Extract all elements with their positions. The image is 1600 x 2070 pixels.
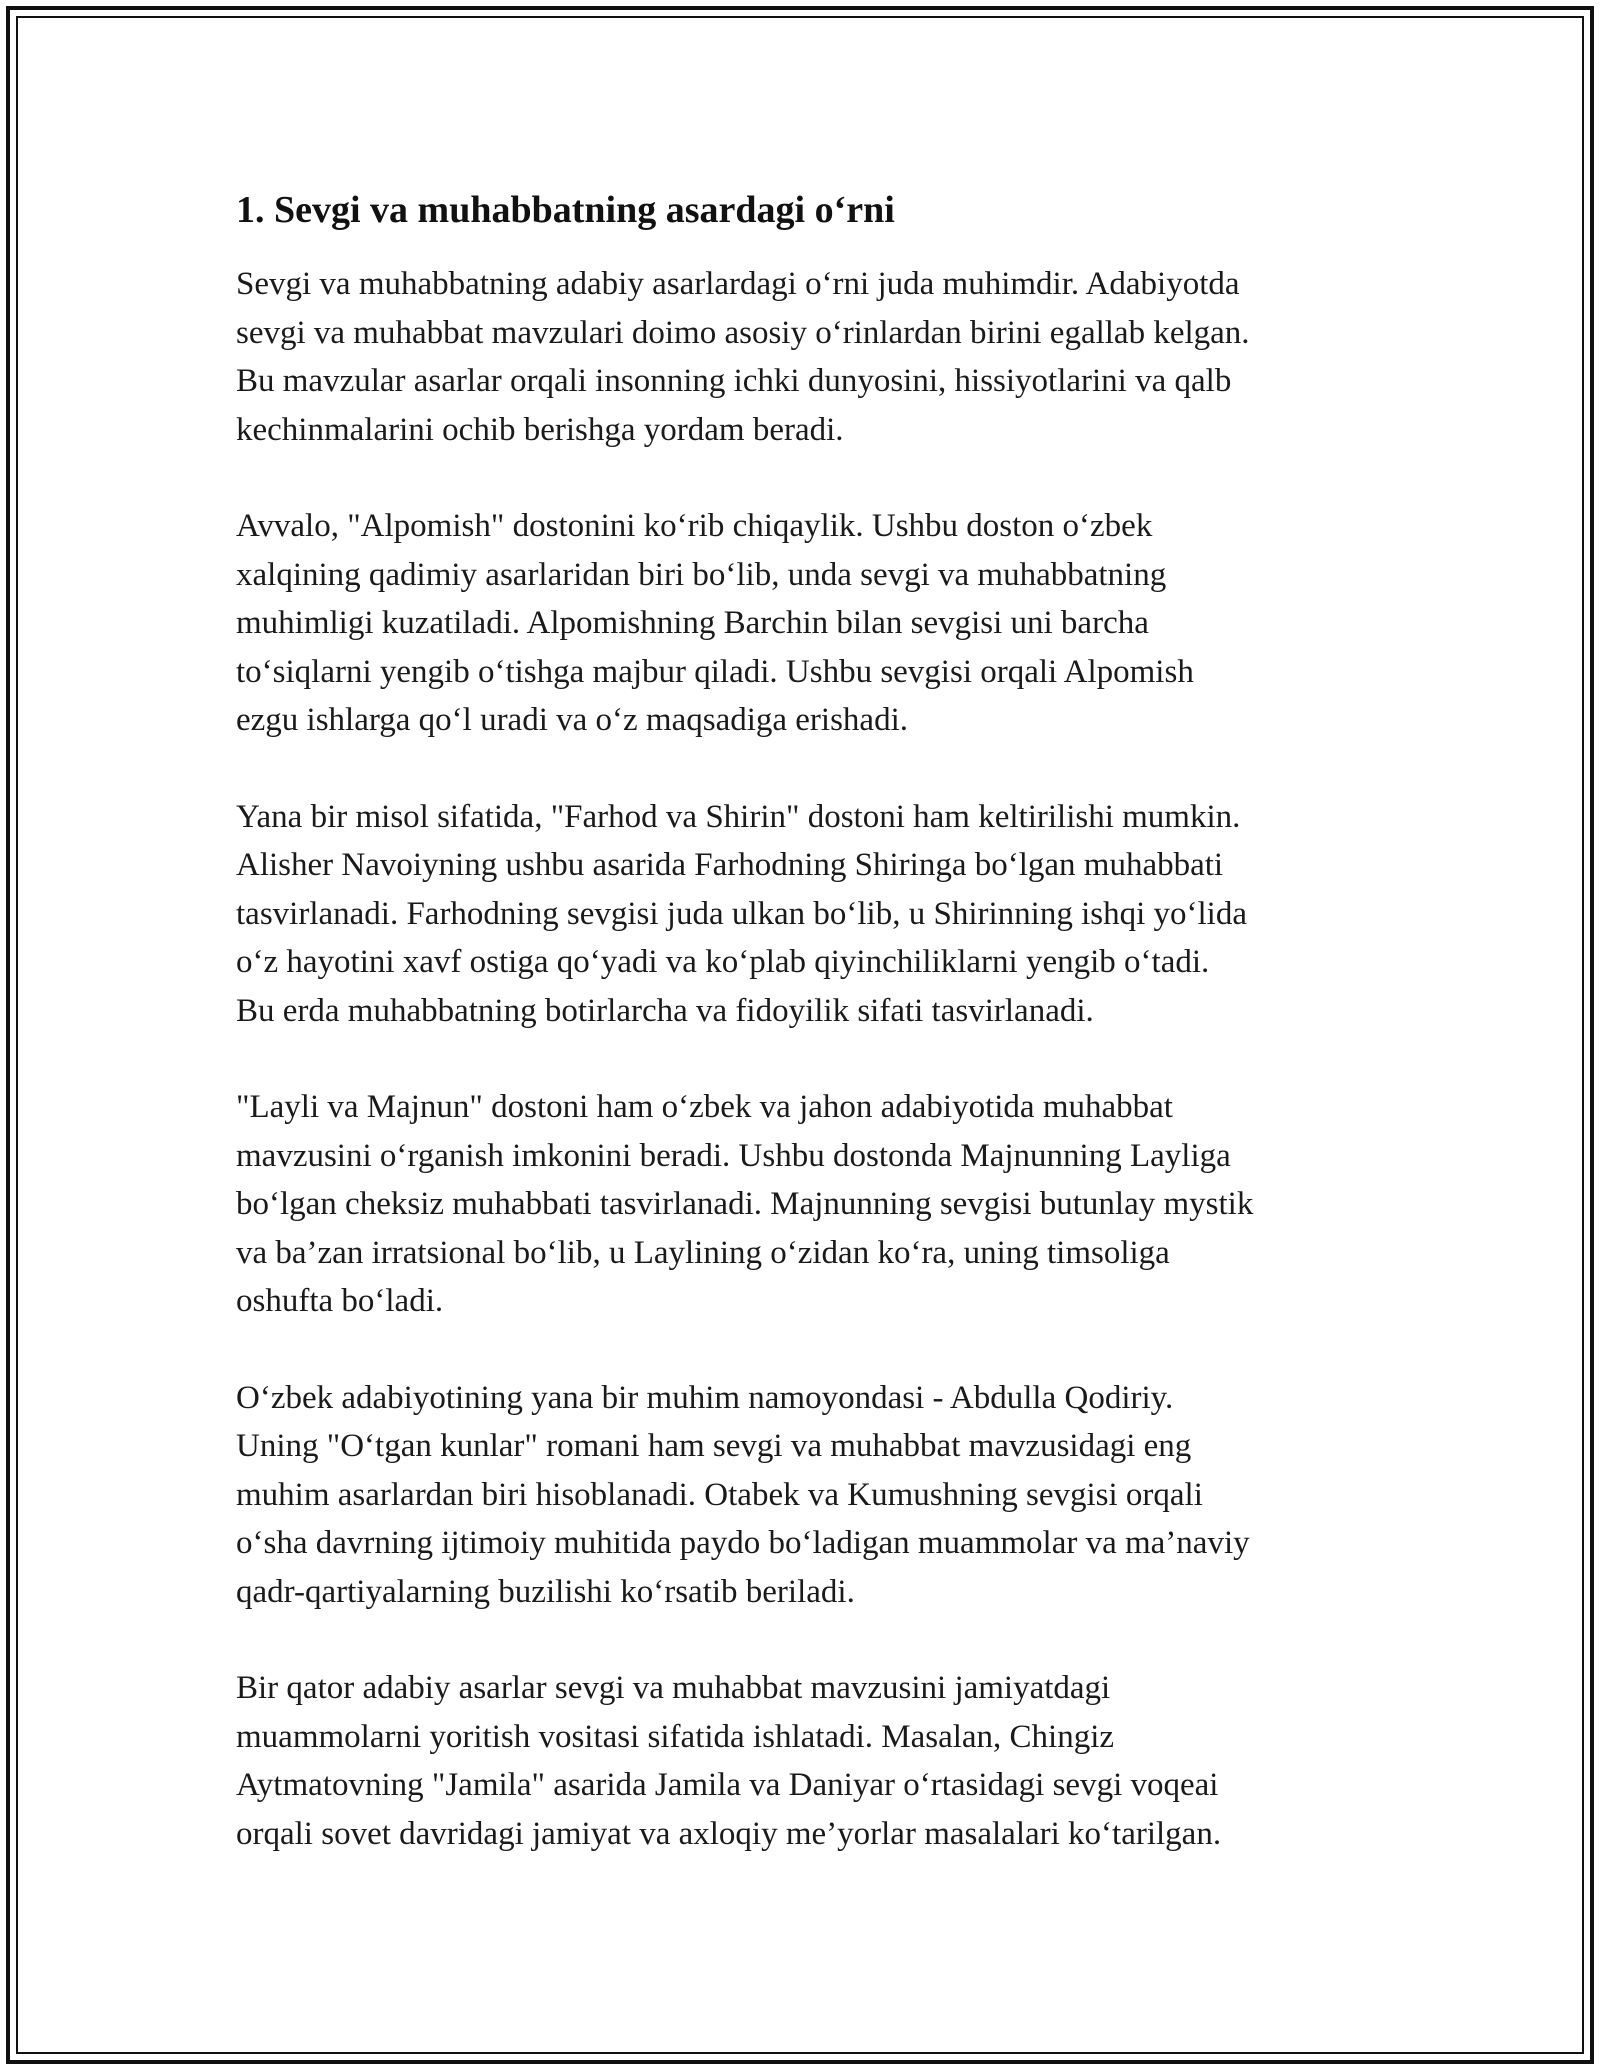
text-line: o‘sha davrning ijtimoiy muhitida paydo bo‘ladigan muammolar va ma’naviy — [236, 1525, 1250, 1561]
text-line: sevgi va muhabbat mavzulari doimo asosiy o‘rinlardan birini egallab kelgan. — [236, 314, 1250, 351]
text-line: oshufta bo‘ladi. — [236, 1283, 444, 1319]
text-line: Aytmatovning "Jamila" asarida Jamila va Daniyar o‘rtasidagi sevgi voqeai — [236, 1767, 1219, 1803]
text-line: muammolarni yoritish vositasi sifatida ishlatadi. Masalan, Chingiz — [236, 1718, 1115, 1755]
text-line: Bu mavzular asarlar orqali insonning ichki dunyosini, hissiyotlarini va qalb — [236, 363, 1232, 399]
text-line: Avvalo, "Alpomish" dostonini ko‘rib chiqaylik. Ushbu doston o‘zbek — [236, 508, 1153, 544]
paragraph-jamila — [236, 1664, 1386, 1858]
paragraph-alpomish — [236, 502, 1386, 745]
paragraph-farhod-shirin — [236, 793, 1386, 1036]
text-line: Uning "O‘tgan kunlar" romani ham sevgi va muhabbat mavzusidagi eng — [236, 1428, 1192, 1464]
text-line: bo‘lgan cheksiz muhabbati tasvirlanadi. Majnunning sevgisi butunlay mystik — [236, 1186, 1254, 1222]
paragraph-intro — [236, 260, 1386, 454]
text-line: Bir qator adabiy asarlar sevgi va muhabbat mavzusini jamiyatdagi — [236, 1670, 1111, 1706]
text-line: Alisher Navoiyning ushbu asarida Farhodning Shiringa bo‘lgan muhabbati — [236, 847, 1224, 883]
text-line: muhim asarlardan biri hisoblanadi. Otabek va Kumushning sevgisi orqali — [236, 1476, 1203, 1513]
text-line: mavzusini o‘rganish imkonini beradi. Ushbu dostonda Majnunning Layliga — [236, 1137, 1231, 1174]
text-line: ezgu ishlarga qo‘l uradi va o‘z maqsadiga erishadi. — [236, 702, 908, 738]
text-line: orqali sovet davridagi jamiyat va axloqiy me’yorlar masalalari ko‘tarilgan. — [236, 1815, 1222, 1852]
text-line: "Layli va Majnun" dostoni ham o‘zbek va jahon adabiyotida muhabbat — [236, 1089, 1173, 1125]
text-line: o‘z hayotini xavf ostiga qo‘yadi va ko‘plab qiyinchiliklarni yengib o‘tadi. — [236, 944, 1210, 980]
text-line: kechinmalarini ochib berishga yordam beradi. — [236, 411, 844, 448]
document-body — [236, 186, 1386, 1906]
text-line: O‘zbek adabiyotining yana bir muhim namoyondasi - Abdulla Qodiriy. — [236, 1379, 1174, 1416]
paragraph-otgan-kunlar — [236, 1374, 1386, 1617]
text-line: Yana bir misol sifatida, "Farhod va Shirin" dostoni ham keltirilishi mumkin. — [236, 798, 1241, 835]
paragraph-layli-majnun — [236, 1083, 1386, 1326]
text-line: tasvirlanadi. Farhodning sevgisi juda ulkan bo‘lib, u Shirinning ishqi yo‘lida — [236, 895, 1247, 932]
text-line: Sevgi va muhabbatning adabiy asarlardagi o‘rni juda muhimdir. Adabiyotda — [236, 266, 1240, 302]
text-line: muhimligi kuzatiladi. Alpomishning Barchin bilan sevgisi uni barcha — [236, 605, 1149, 641]
text-line: va ba’zan irratsional bo‘lib, u Laylining o‘zidan ko‘ra, uning timsoliga — [236, 1234, 1170, 1271]
section-heading: 1. Sevgi va muhabbatning asardagi o‘rni — [236, 189, 895, 231]
text-line: to‘siqlarni yengib o‘tishga majbur qiladi. Ushbu sevgisi orqali Alpomish — [236, 653, 1194, 690]
text-line: xalqining qadimiy asarlaridan biri bo‘lib, unda sevgi va muhabbatning — [236, 556, 1167, 593]
text-line: qadr-qartiyalarning buzilishi ko‘rsatib beriladi. — [236, 1573, 855, 1610]
text-line: Bu erda muhabbatning botirlarcha va fidoyilik sifati tasvirlanadi. — [236, 992, 1094, 1029]
